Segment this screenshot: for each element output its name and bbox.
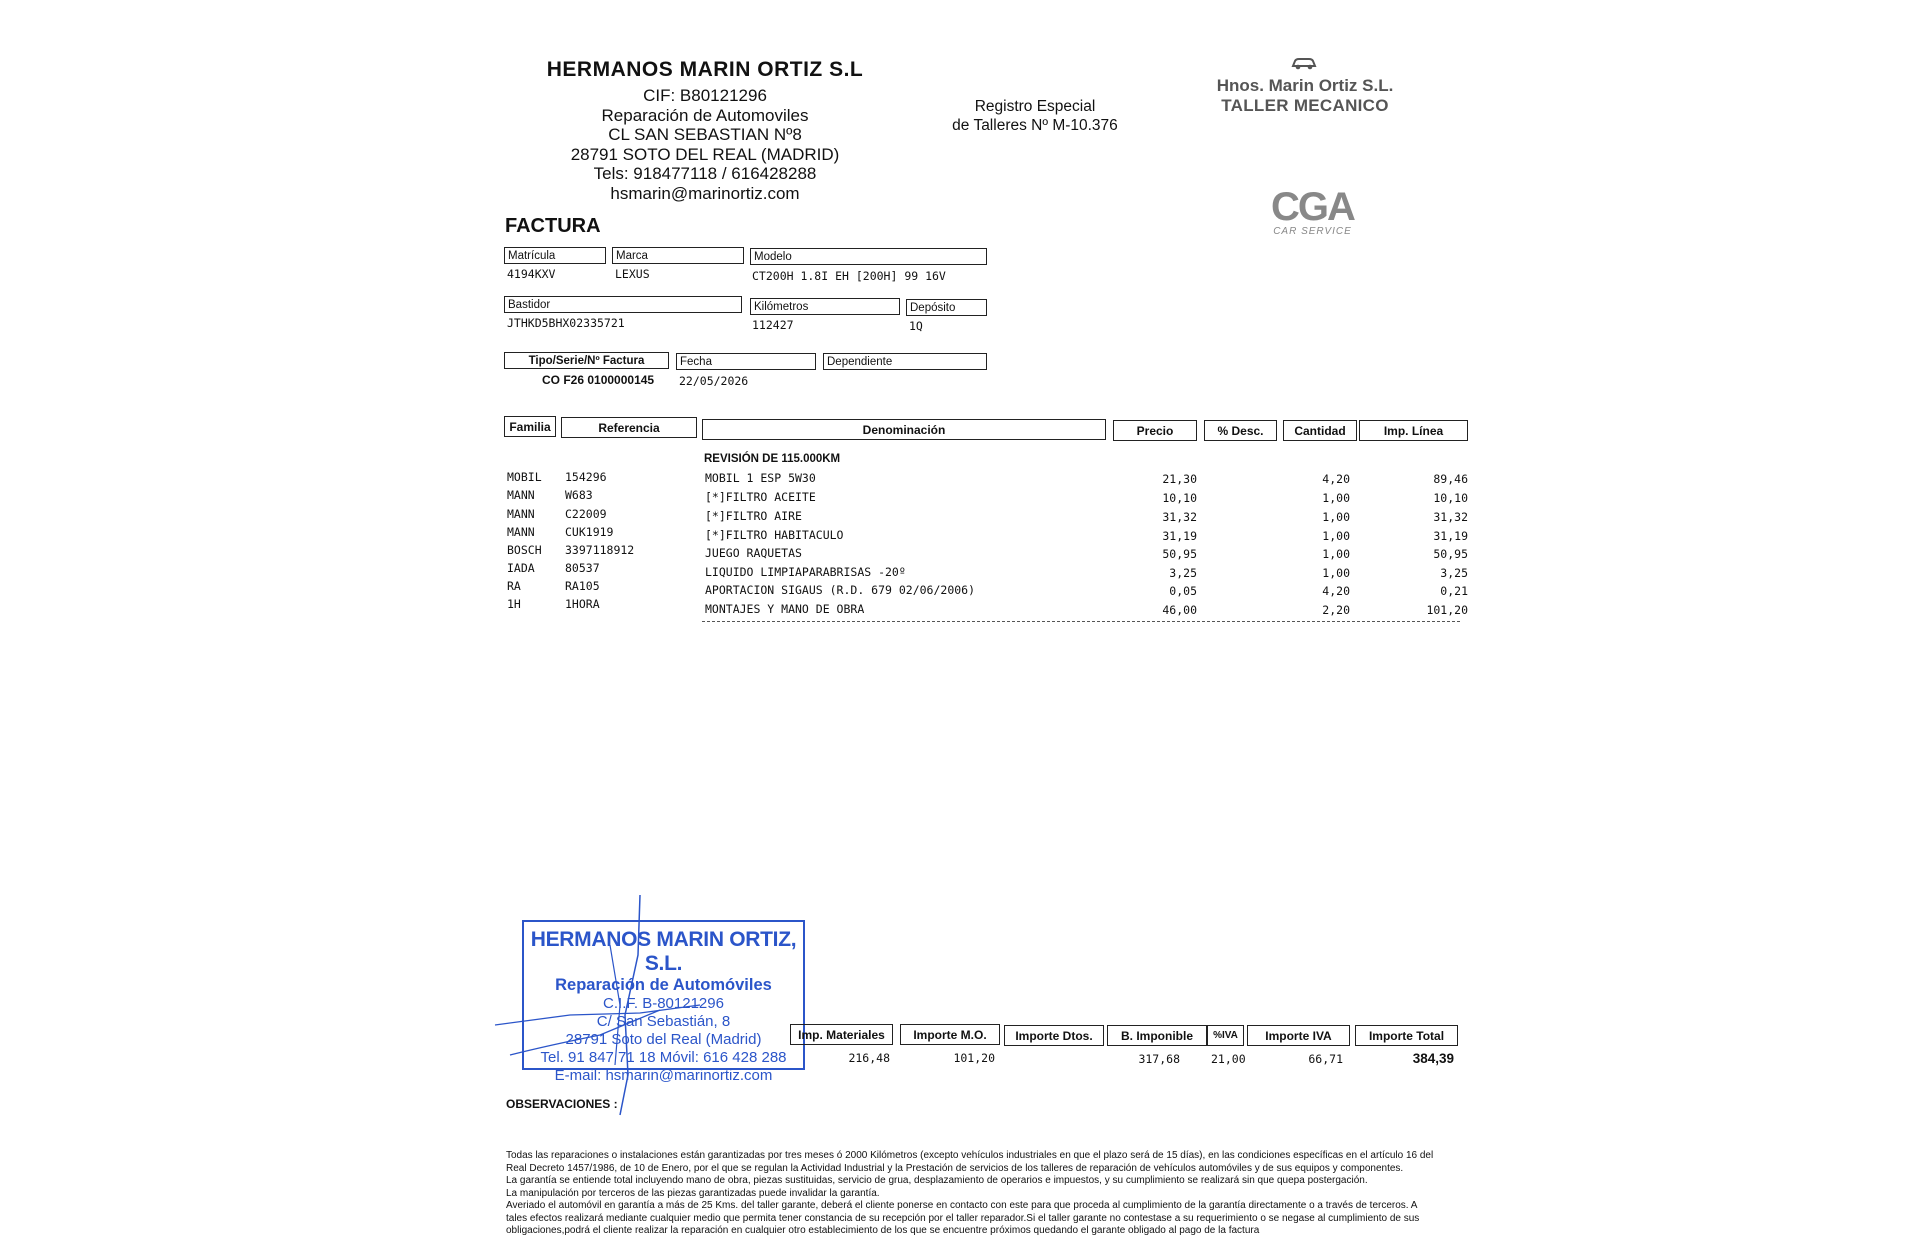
legal-line: Averiado el automóvil en garantía a más de 25 Kms. del taller garante, deberá el cliente ponerse en contacto con este para que proceda al cumplimiento de la garantía directamente o a través de terceros. A xyxy=(506,1200,1418,1211)
cell-imp-linea: 0,21 xyxy=(1440,584,1468,598)
cell-precio: 10,10 xyxy=(1162,491,1197,505)
cell-familia: BOSCH xyxy=(507,543,542,557)
cell-familia: RA xyxy=(507,579,521,593)
registro-talleres xyxy=(940,97,1130,135)
col-referencia: Referencia xyxy=(561,417,697,438)
marca-value: LEXUS xyxy=(615,267,650,281)
cell-referencia: 1HORA xyxy=(565,597,600,611)
stamp-address: C/ San Sebastián, 8 xyxy=(596,1013,731,1030)
cell-precio: 50,95 xyxy=(1162,547,1197,561)
tipo-factura-label: Tipo/Serie/Nº Factura xyxy=(504,352,669,369)
dependiente-label: Dependiente xyxy=(823,353,987,370)
bastidor-label: Bastidor xyxy=(504,296,742,313)
matricula-label: Matrícula xyxy=(504,247,606,264)
legal-line: La garantía se entiende total incluyendo mano de obra, piezas sustituidas, servicio de grua, desplazamiento de operarios e impuestos, y su cumplimiento se realizará sin que quepa postergación. xyxy=(506,1175,1368,1186)
company-header xyxy=(470,58,940,203)
pct-iva-label: %IVA xyxy=(1207,1025,1244,1046)
cga-logo-mark: CGA xyxy=(1271,185,1354,229)
cell-cantidad: 1,00 xyxy=(1322,510,1350,524)
taller-logo xyxy=(1195,62,1415,116)
importe-total-label: Importe Total xyxy=(1355,1025,1458,1046)
cell-familia: 1H xyxy=(507,597,521,611)
cell-familia: MANN xyxy=(507,488,535,502)
cell-denominacion: LIQUIDO LIMPIAPARABRISAS -20º xyxy=(705,565,906,579)
observaciones-label: OBSERVACIONES : xyxy=(506,1097,618,1111)
cell-denominacion: MONTAJES Y MANO DE OBRA xyxy=(705,602,865,616)
company-address: CL SAN SEBASTIAN Nº8 xyxy=(608,125,802,144)
cell-denominacion: MOBIL 1 ESP 5W30 xyxy=(705,471,816,485)
total-materiales-label: Imp. Materiales xyxy=(790,1024,893,1045)
cell-imp-linea: 89,46 xyxy=(1433,472,1468,486)
cell-denominacion: [*]FILTRO HABITACULO xyxy=(705,528,844,542)
cga-logo-sub: CAR SERVICE xyxy=(1273,226,1352,237)
cell-denominacion: [*]FILTRO AIRE xyxy=(705,509,802,523)
cell-referencia: 80537 xyxy=(565,561,600,575)
cell-denominacion: [*]FILTRO ACEITE xyxy=(705,490,816,504)
cell-imp-linea: 31,32 xyxy=(1433,510,1468,524)
company-activity: Reparación de Automoviles xyxy=(601,105,809,125)
total-mo-label: Importe M.O. xyxy=(900,1024,1000,1045)
modelo-value: CT200H 1.8I EH [200H] 99 16V xyxy=(752,269,946,283)
cell-cantidad: 1,00 xyxy=(1322,529,1350,543)
legal-line: obligaciones,podrá el cliente realizar la reparación en cualquier otro establecimiento de los que se encuentre próximos quedando el garante obligado al pago de la factura xyxy=(506,1225,1260,1236)
cell-imp-linea: 50,95 xyxy=(1433,547,1468,561)
total-dtos-label: Importe Dtos. xyxy=(1004,1025,1104,1046)
taller-logo-subtitle: TALLER MECANICO xyxy=(1221,96,1389,115)
cell-cantidad: 1,00 xyxy=(1322,547,1350,561)
signature xyxy=(490,895,830,1120)
cell-cantidad: 1,00 xyxy=(1322,566,1350,580)
cell-cantidad: 2,20 xyxy=(1322,603,1350,617)
cell-cantidad: 4,20 xyxy=(1322,472,1350,486)
cell-referencia: CUK1919 xyxy=(565,525,614,539)
cga-logo xyxy=(1255,185,1370,237)
cell-denominacion: APORTACION SIGAUS (R.D. 679 02/06/2006) xyxy=(705,583,976,597)
registro-line-1: Registro Especial xyxy=(974,98,1096,115)
cell-familia: IADA xyxy=(507,561,535,575)
col-familia: Familia xyxy=(504,416,556,437)
base-imponible-value: 317,68 xyxy=(1138,1052,1180,1066)
marca-label: Marca xyxy=(612,247,744,264)
stamp-company: HERMANOS MARIN ORTIZ, S.L. xyxy=(530,928,797,975)
company-email: hsmarin@marinortiz.com xyxy=(610,183,800,203)
col-precio: Precio xyxy=(1113,420,1197,441)
legal-line: tales efectos realizará mediante cualquier medio que permita tener constancia de su recepción por el taller reparador.Si el taller garante no contestase a su requerimiento o se negase al cumplimiento de sus xyxy=(506,1212,1420,1224)
cell-referencia: 154296 xyxy=(565,470,607,484)
col-imp-linea: Imp. Línea xyxy=(1359,420,1468,441)
deposito-label: Depósito xyxy=(906,299,987,316)
cell-imp-linea: 31,19 xyxy=(1433,529,1468,543)
cell-imp-linea: 3,25 xyxy=(1440,566,1468,580)
cell-familia: MANN xyxy=(507,507,535,521)
bastidor-value: JTHKD5BHX02335721 xyxy=(507,316,625,330)
legal-terms xyxy=(506,1150,1456,1238)
modelo-label: Modelo xyxy=(750,248,987,265)
legal-line: Todas las reparaciones o instalaciones están garantizadas por tres meses ó 2000 Kilómetros (excepto vehículos industriales en que el plazo será de 15 días), en las condiciones específicas en el artículo 16 del xyxy=(506,1150,1434,1161)
cell-precio: 21,30 xyxy=(1162,472,1197,486)
cell-imp-linea: 101,20 xyxy=(1426,603,1468,617)
cell-familia: MOBIL xyxy=(507,470,542,484)
cell-precio: 31,32 xyxy=(1162,510,1197,524)
cell-precio: 0,05 xyxy=(1169,584,1197,598)
col-descuento: % Desc. xyxy=(1204,420,1277,441)
cell-precio: 46,00 xyxy=(1162,603,1197,617)
cell-referencia: RA105 xyxy=(565,579,600,593)
stamp-activity: Reparación de Automóviles xyxy=(555,976,772,994)
col-cantidad: Cantidad xyxy=(1283,420,1357,441)
lines-end-divider xyxy=(702,621,1460,622)
cell-denominacion: JUEGO RAQUETAS xyxy=(705,546,802,560)
pct-iva-value: 21,00 xyxy=(1211,1052,1246,1066)
car-icon xyxy=(1290,56,1318,70)
legal-line: Real Decreto 1457/1986, de 10 de Enero, por el que se regulan la Actividad Industrial y la Prestación de servicios de los talleres de reparación de vehículos automóviles y de sus equipos y componentes. xyxy=(506,1162,1404,1174)
deposito-value: 1Q xyxy=(909,319,923,333)
company-city: 28791 SOTO DEL REAL (MADRID) xyxy=(570,144,840,164)
importe-iva-label: Importe IVA xyxy=(1247,1025,1350,1046)
document-title: FACTURA xyxy=(505,215,601,237)
tipo-factura-value: CO F26 0100000145 xyxy=(542,373,655,387)
total-mo-value: 101,20 xyxy=(953,1051,995,1065)
cell-precio: 3,25 xyxy=(1169,566,1197,580)
importe-iva-value: 66,71 xyxy=(1308,1052,1343,1066)
importe-total-value: 384,39 xyxy=(1412,1051,1454,1066)
kilometros-value: 112427 xyxy=(752,318,794,332)
cell-referencia: C22009 xyxy=(565,507,607,521)
cell-cantidad: 4,20 xyxy=(1322,584,1350,598)
cell-cantidad: 1,00 xyxy=(1322,491,1350,505)
stamp-cif: C.I.F. B-80121296 xyxy=(603,995,724,1012)
registro-line-2: de Talleres Nº M-10.376 xyxy=(952,117,1118,134)
cell-imp-linea: 10,10 xyxy=(1433,491,1468,505)
total-materiales-value: 216,48 xyxy=(848,1051,890,1065)
company-name: HERMANOS MARIN ORTIZ S.L xyxy=(546,58,864,81)
cell-familia: MANN xyxy=(507,525,535,539)
fecha-value: 22/05/2026 xyxy=(679,374,749,388)
fecha-label: Fecha xyxy=(676,353,816,370)
matricula-value: 4194KXV xyxy=(507,267,556,281)
kilometros-label: Kilómetros xyxy=(750,298,900,315)
cell-referencia: W683 xyxy=(565,488,593,502)
company-phones: Tels: 918477118 / 616428288 xyxy=(593,164,817,183)
taller-logo-name: Hnos. Marin Ortiz S.L. xyxy=(1216,76,1394,95)
stamp-phones: Tel. 91 847 71 18 Móvil: 616 428 288 xyxy=(540,1049,787,1066)
cell-referencia: 3397118912 xyxy=(565,543,635,557)
col-denominacion: Denominación xyxy=(702,419,1106,440)
base-imponible-label: B. Imponible xyxy=(1107,1025,1207,1046)
legal-line: La manipulación por terceros de las piezas garantizadas puede invalidar la garantía. xyxy=(506,1187,880,1199)
stamp-email: E-mail: hsmarin@marinortiz.com xyxy=(554,1067,773,1084)
stamp-city: 28791 Soto del Real (Madrid) xyxy=(565,1031,762,1048)
cell-precio: 31,19 xyxy=(1162,529,1197,543)
company-cif: CIF: B80121296 xyxy=(643,86,767,105)
section-title: REVISIÓN DE 115.000KM xyxy=(704,453,841,465)
